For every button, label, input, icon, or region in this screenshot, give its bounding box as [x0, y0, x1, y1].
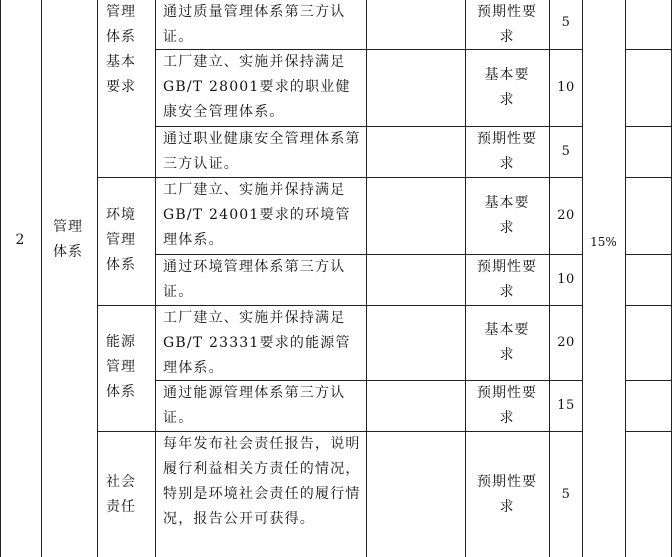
row-number: 2	[15, 232, 26, 248]
item-content: 工厂建立、实施并保持满足GB/T 24001要求的环境管理体系。	[163, 182, 351, 248]
subcategory-label: 能源管理体系	[106, 334, 136, 400]
grid-line	[625, 177, 671, 178]
grid-line	[155, 0, 156, 557]
grid-line	[625, 380, 671, 381]
item-content: 工厂建立、实施并保持满足GB/T 28001要求的职业健康安全管理体系。	[163, 54, 351, 120]
grid-line	[625, 0, 626, 557]
item-requirement: 预期性要求	[477, 474, 537, 515]
grid-line	[625, 254, 671, 255]
item-score: 15	[557, 398, 575, 413]
item-content: 通过职业健康安全管理体系第三方认证。	[163, 131, 361, 172]
item-score: 20	[557, 208, 575, 223]
grid-line	[97, 0, 98, 557]
subcategory-label: 社会责任	[106, 474, 136, 515]
item-score: 5	[561, 144, 571, 159]
subcategory-label: 管理体系基本要求	[106, 4, 136, 95]
weight-value: 15%	[590, 235, 617, 249]
grid-line	[625, 49, 671, 50]
category-label: 管理体系	[53, 219, 83, 260]
item-content: 通过能源管理体系第三方认证。	[163, 385, 346, 426]
item-requirement: 预期性要求	[477, 4, 537, 45]
item-requirement: 基本要求	[484, 322, 530, 363]
grid-line	[41, 0, 42, 557]
grid-line	[625, 305, 671, 306]
subcategory-label: 环境管理体系	[106, 207, 136, 273]
grid-line	[366, 0, 367, 557]
item-requirement: 预期性要求	[477, 259, 537, 300]
item-score: 5	[561, 487, 571, 502]
item-requirement: 预期性要求	[477, 385, 537, 426]
item-score: 10	[557, 80, 575, 95]
item-requirement: 基本要求	[484, 67, 530, 108]
item-score: 10	[557, 272, 575, 287]
grid-line	[625, 431, 671, 432]
item-content: 通过环境管理体系第三方认证。	[163, 259, 346, 300]
item-content: 工厂建立、实施并保持满足GB/T 23331要求的能源管理体系。	[163, 310, 351, 376]
item-content: 通过质量管理体系第三方认证。	[163, 4, 346, 45]
item-requirement: 预期性要求	[477, 131, 537, 172]
item-score: 5	[561, 15, 571, 30]
grid-line	[625, 126, 671, 127]
grid-line	[0, 0, 1, 557]
item-content: 每年发布社会责任报告，说明履行利益相关方责任的情况，特别是环境社会责任的履行情况，报告公开可获得。	[163, 436, 361, 527]
grid-line	[582, 0, 583, 557]
item-score: 20	[557, 335, 575, 350]
item-requirement: 基本要求	[484, 195, 530, 236]
